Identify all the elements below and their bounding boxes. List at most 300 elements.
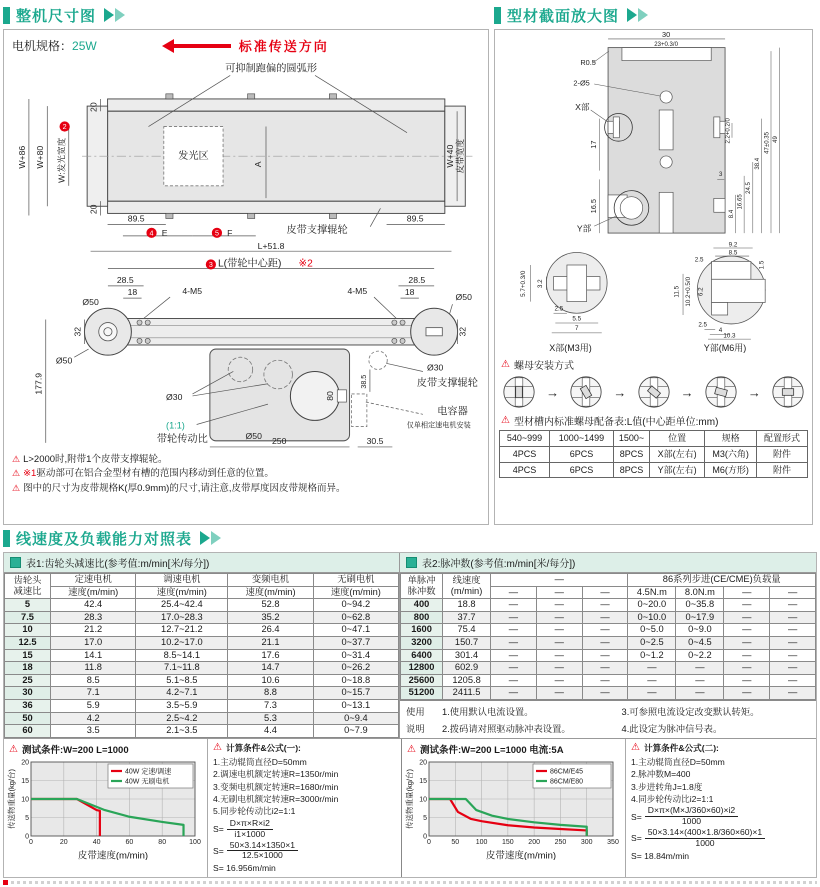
col-header: 540~999 [500,431,550,447]
cell: 400 [401,599,443,612]
calc-line: 4.同步轮传动比i2=1:1 [631,793,714,804]
cell: 0~18.8 [313,674,398,687]
arrow-icon: → [680,384,694,400]
cell: — [770,624,816,637]
table1-title-text: 表1:齿轮头减速比(参考值:m/min[米/每分]) [26,559,210,570]
roller-label: 皮带支撑辊轮 [416,377,478,389]
usage-label: 使用 [406,707,425,718]
nut-step-5 [770,374,806,410]
cell: 0~7.9 [313,725,398,738]
calc2-title [631,741,811,756]
capacitor-note: 仅单相定速电机安装 [406,421,471,430]
section-bar [3,530,10,547]
col-subheader: 速度(m/min) [313,586,398,599]
dim-label: 4 [718,326,723,334]
col-header: 单脉冲 脉冲数 [401,574,443,599]
y-axis-label: 传送物重量(kg/台) [405,769,414,830]
cell: 15 [5,649,51,662]
y-tick-label: 0 [423,833,427,841]
cell: 1205.8 [443,674,491,687]
x-tick-label: 20 [59,839,68,847]
dim-label: W+40 [445,144,456,168]
dim-label: 11.5 [673,285,681,298]
cell: 0~10.0 [628,611,676,624]
dim-label: 47±0.35 [763,132,770,154]
cell: — [536,687,582,700]
cell: X部(左右) [650,446,705,462]
footnote-mark [3,880,8,885]
y-tick-label: 5 [25,815,29,823]
dim-label: L(带轮中心距) [218,258,282,270]
note-item [12,467,484,481]
x-tick-label: 100 [475,839,488,847]
y-tick-label: 0 [25,833,29,841]
warning-icon: ⚠ [501,415,510,426]
x-part-label: X部 [574,102,590,112]
cell: 17.6 [228,649,313,662]
speed-load-panel [3,552,817,878]
x-tick-label: 350 [607,839,619,847]
cell: 18 [5,662,51,675]
dim-label: 18 [404,287,415,298]
cell: — [582,624,628,637]
cell: — [676,674,724,687]
table-row [401,599,816,612]
dim-label: 30 [661,32,670,40]
dim-label: 24.5 [745,182,752,194]
charts-row [4,738,816,877]
cell: 5.3 [228,712,313,725]
cell: 12800 [401,662,443,675]
calc-line: 5.同步轮传动比i2=1:1 [213,806,296,817]
glow-area-label: 发光区 [178,151,209,163]
cell: 0~2.5 [628,637,676,650]
col-subheader: — [724,586,770,599]
cell: 0~26.2 [313,662,398,675]
top-view-drawing [8,55,478,241]
section-arrow-icon [211,531,228,545]
usage-item: 4.此设定为脉冲信号表。 [621,724,723,735]
table-row [5,712,399,725]
x-tick-label: 200 [528,839,540,847]
calc-result: S= 16.956m/min [213,863,276,874]
dim-label: L+51.8 [257,241,285,252]
cell: 28.3 [51,611,136,624]
pulse-table-body [401,599,816,700]
nut-step-3 [636,374,672,410]
dim-label: 2-Ø5 [572,78,590,88]
section-title: 线速度及负载能力对照表 [16,530,193,548]
table-row [5,624,399,637]
cell: — [770,611,816,624]
cell: 4PCS [500,446,550,462]
y-tick-label: 10 [419,796,427,804]
dim-label: 89.5 [406,213,424,224]
cell: — [536,611,582,624]
x-tick-label: 0 [427,839,431,847]
dim-label: Ø30 [427,362,444,373]
cell: — [628,674,676,687]
section-bar [3,7,10,24]
table2-block [400,553,816,738]
nut-table-title [501,413,808,428]
notes-list [12,453,484,496]
cell: — [724,599,770,612]
dim-label: 4-M5 [347,286,368,297]
cell: 5.1~8.5 [136,674,228,687]
note-text: 驱动部可在铝合金型材有槽的范围内移动到任意的位置。 [36,468,274,480]
table-row [401,687,816,700]
dim-label: W+86 [16,145,27,169]
dim-label: 89.5 [127,213,145,224]
x-tick-label: 50 [451,839,460,847]
warning-icon: ⚠ [213,742,222,754]
cell: — [582,674,628,687]
dim-label: 30.5 [366,435,384,446]
dim-label: Ø50 [455,292,472,303]
left-arrow-icon [169,44,231,48]
cell: 60 [5,725,51,738]
motor-spec-value: 25W [72,38,97,53]
dim-label: Ø30 [166,392,183,403]
cell: 17.0~28.3 [136,611,228,624]
cell: — [491,624,537,637]
dim-label: 2.5 [698,321,708,329]
cell: 5 [5,599,51,612]
cell: — [628,687,676,700]
col-subheader: — [491,586,537,599]
cell: — [724,649,770,662]
cell: 0~13.1 [313,700,398,713]
gear-ratio-table-body [5,599,399,738]
col-header: 位置 [650,431,705,447]
usage-item: 2.拨码请对照驱动脉冲表设置。 [442,724,571,735]
transfer-direction-label: 标准传送方向 [238,39,329,54]
cell: 4.2~7.1 [136,687,228,700]
dim-label: 10.3 [723,332,736,340]
gear-ratio-table [4,573,399,738]
note-ref: ※1 [23,468,37,480]
dim-label: W:发光宽度 [56,137,67,183]
y-detail-drawing [655,240,795,340]
cell: 25.4~42.4 [136,599,228,612]
cell: 6PCS [550,462,614,478]
col-header: 齿轮头 减速比 [5,574,51,599]
x-tick-label: 300 [580,839,593,847]
roller-label: 皮带支撑辊轮 [286,224,348,236]
motor-spec-label: 电机规格： [12,39,73,53]
table-row [5,700,399,713]
cell: — [676,662,724,675]
table-row [5,725,399,738]
cell: — [491,674,537,687]
dim-label: 38.4 [754,157,761,170]
cell: — [724,674,770,687]
table-row [401,662,816,675]
y-part-label: Y部 [576,223,591,234]
cell: — [582,687,628,700]
dim-label: 32 [72,326,83,337]
note-item [12,482,484,496]
cell: 0~62.8 [313,611,398,624]
y-detail-caption: Y部(M6用) [703,343,747,353]
dim-label: 7 [575,325,579,333]
dim-label: 49 [772,136,779,143]
cell: 7.1 [51,687,136,700]
cell: 150.7 [443,637,491,650]
nut-install-steps [501,374,806,410]
cell: 3200 [401,637,443,650]
cell: 1600 [401,624,443,637]
warning-icon: ⚠ [631,742,640,754]
cross-section-drawing [515,32,793,240]
overall-dimensions-section [3,2,489,525]
arrow-icon: → [747,384,761,400]
legend-label: 40W 定速/调速 [125,768,172,776]
warning-icon: ⚠ [12,454,21,464]
arrow-icon: → [546,384,560,400]
cell: 10.2~17.0 [136,637,228,650]
cell: 0~4.5 [676,637,724,650]
dim-label: 2.5 [694,256,704,264]
dim-label: 28.5 [408,274,426,285]
x-tick-label: 150 [502,839,514,847]
cell: 51200 [401,687,443,700]
note-text: L>2000时,附带1个皮带支撑辊轮。 [23,454,168,465]
section-header [3,3,489,27]
section-arrow-icon [638,8,655,22]
cell: M6(方形) [705,462,757,478]
section-title: 整机尺寸图 [16,7,97,25]
x-axis-label: 皮带速度(m/min) [77,850,149,861]
calc1-title [213,741,396,756]
cell: — [536,637,582,650]
cell: M3(六角) [705,446,757,462]
cell: — [536,624,582,637]
nut-step-1 [501,374,537,410]
dim-label: 3.2 [536,279,544,289]
footnote-clipped-text [11,881,817,884]
col-header: 线速度 (m/min) [443,574,491,599]
cell: 3.5 [51,725,136,738]
y-axis-label: 传送物重量(kg/台) [7,769,16,830]
usage-item: 3.可参照电流设定改变默认转矩。 [621,707,760,718]
cell: 602.9 [443,662,491,675]
arc-note-label: 可抑制跑偏的圆弧形 [225,63,318,75]
cell: 5.9 [51,700,136,713]
pulse-table [400,573,816,700]
cell: 7.5 [5,611,51,624]
transfer-direction [169,36,329,55]
col-header: 1000~1499 [550,431,614,447]
cell: 36 [5,700,51,713]
calc1-cell [208,739,402,877]
cell: 10.6 [228,674,313,687]
x-detail-caption: X部(M3用) [549,343,592,353]
cell: 800 [401,611,443,624]
section-title: 型材截面放大图 [507,7,620,25]
col-header: 配置形式 [756,431,807,447]
cell: 8PCS [613,446,649,462]
cell: 30 [5,687,51,700]
col-subheader: 速度(m/min) [136,586,228,599]
nut-install-title [501,357,808,372]
table-row [5,662,399,675]
profile-panel [494,29,813,525]
table-row [5,649,399,662]
cell: 8.5~14.1 [136,649,228,662]
cell: — [676,687,724,700]
cell: 301.4 [443,649,491,662]
calc-line: 3.变频电机额定转速R=1680r/min [213,781,339,792]
warning-icon: ⚠ [501,359,510,370]
dim-label: 6.2 [697,287,705,297]
cell: 0~5.0 [628,624,676,637]
cell: 25 [5,674,51,687]
cell: 0~35.8 [676,599,724,612]
table-row [5,687,399,700]
cell: 21.2 [51,624,136,637]
cell: 6400 [401,649,443,662]
speed-load-section [3,526,817,885]
y-tick-label: 5 [423,815,427,823]
dim-label: 5.5 [572,315,582,323]
col-header: 定速电机 [51,574,136,587]
cell: 4.4 [228,725,313,738]
dim-label: 8.4 [728,209,735,219]
cell: 2411.5 [443,687,491,700]
calc-line: 3.步进转角J=1.8度 [631,781,703,792]
capacitor-label: 电容器 [437,406,468,418]
x-tick-label: 60 [125,839,134,847]
cell: Y部(左右) [650,462,705,478]
dim-label: 38.5 [359,374,368,389]
cell: — [491,687,537,700]
usage-item: 1.使用默认电流设置。 [442,707,534,718]
formula: S= $\frac{D\times\pi\times(M\times J/360\times 60)\times i2}{1000}$ [631,806,811,827]
cell: 50 [5,712,51,725]
legend-label: 86CM/E45 [550,768,584,776]
ref-mark: ※2 [298,258,313,270]
cell: 0~47.1 [313,624,398,637]
dim-label: 250 [271,435,287,446]
legend-label: 86CM/E80 [550,778,584,786]
dim-label: 2.2+0.2/0 [724,118,731,144]
dim-label: Ø50 [82,297,99,308]
note-item [12,453,484,467]
y-tick-label: 15 [21,778,29,786]
dim-label: 皮带宽度 [455,138,466,174]
cell: 8.8 [228,687,313,700]
cell: — [582,599,628,612]
calc-line: 2.脉冲数M=400 [631,769,691,780]
section-arrow-icon [115,8,132,22]
y-tick-label: 15 [419,778,427,786]
cell: 12.5 [5,637,51,650]
cell: — [536,599,582,612]
cell: 17.0 [51,637,136,650]
y-detail [655,240,795,354]
dim-label: 2.5 [554,305,564,313]
profile-section [494,2,815,525]
calc-line: 2.调速电机额定转速R=1350r/min [213,769,339,780]
section-header [494,3,815,27]
dim-label: F [227,227,233,238]
cell: 0~37.7 [313,637,398,650]
col-header: 规格 [705,431,757,447]
cell: — [770,674,816,687]
cell: 8PCS [613,462,649,478]
cell: — [770,687,816,700]
cell: 0~2.2 [676,649,724,662]
col-header: 无刷电机 [313,574,398,587]
table-row [401,649,816,662]
col-subheader: — [770,586,816,599]
nut-install-label: 螺母安装方式 [513,361,574,372]
cell: 75.4 [443,624,491,637]
table1-title [4,553,399,573]
cell: 附件 [756,446,807,462]
dim-label: Ø50 [245,430,262,441]
cell: 35.2 [228,611,313,624]
usage-notes [400,700,816,738]
circled-number: 5 [214,229,219,238]
dim-label: Ø50 [55,355,73,366]
cell: — [491,649,537,662]
dim-label: 20 [88,204,99,215]
formula: S= $\frac{50\times 3.14\times 1350\times 1}{12.5\times 1000}$ [213,841,396,862]
x-tick-label: 80 [158,839,167,847]
cell: 附件 [756,462,807,478]
x-tick-label: 40 [92,839,101,847]
dim-label: 5.7+0.3/0 [519,270,527,297]
x-tick-label: 0 [29,839,33,847]
cell: 14.1 [51,649,136,662]
x-tick-label: 100 [189,839,201,847]
cell: 0~17.9 [676,611,724,624]
cell: — [724,624,770,637]
cell: 7.1~11.8 [136,662,228,675]
cell: 11.8 [51,662,136,675]
calc2-cell [626,739,816,877]
cell: 6PCS [550,446,614,462]
cell: 2.1~3.5 [136,725,228,738]
cell: — [491,599,537,612]
bullet-square-icon [10,557,21,568]
cell: — [770,637,816,650]
circled-number: 4 [149,229,154,238]
cell: 0~9.4 [313,712,398,725]
cell: 4PCS [500,462,550,478]
cell: 26.4 [228,624,313,637]
chart2-cell [402,739,626,877]
cell: — [724,637,770,650]
col-subheader: 速度(m/min) [51,586,136,599]
cell: 0~9.0 [676,624,724,637]
cell: 0~20.0 [628,599,676,612]
calc-result: S= 18.84m/min [631,850,690,861]
cell: — [491,611,537,624]
dim-label: 8.5 [728,249,738,257]
col-header: 1500~ [613,431,649,447]
table-row [500,462,808,478]
cell: 8.5 [51,674,136,687]
ratio-label: (1:1) [166,420,185,431]
dim-label: 23+0.3/0 [653,41,678,48]
dim-label: E [161,227,168,238]
cell: 7.3 [228,700,313,713]
dim-label: 28.5 [116,274,134,285]
